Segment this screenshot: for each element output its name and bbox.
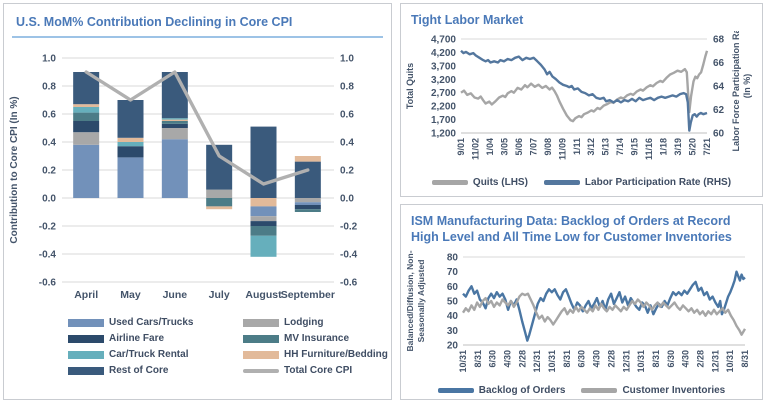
svg-text:Balanced/Diffusion, Non-: Balanced/Diffusion, Non- xyxy=(405,249,415,352)
svg-text:1,200: 1,200 xyxy=(430,128,456,140)
svg-text:Labor Force Participation Rate: Labor Force Participation Rate xyxy=(731,31,741,152)
svg-text:-0.6: -0.6 xyxy=(38,277,56,289)
svg-text:60: 60 xyxy=(446,281,458,293)
svg-text:-0.4: -0.4 xyxy=(38,249,56,261)
legend-item xyxy=(68,365,243,376)
legend-swatch xyxy=(68,351,104,359)
svg-text:2/28: 2/28 xyxy=(606,349,617,368)
legend-swatch xyxy=(432,180,468,185)
svg-text:10/31: 10/31 xyxy=(636,349,647,373)
legend-item xyxy=(581,385,725,396)
legend-item xyxy=(432,177,528,188)
svg-text:2,700: 2,700 xyxy=(430,88,456,100)
svg-text:62: 62 xyxy=(713,105,725,117)
svg-text:August: August xyxy=(245,289,282,302)
legend-label: Backlog of Orders xyxy=(478,384,566,396)
ism-legend xyxy=(401,384,762,396)
ism-chart-canvas xyxy=(401,249,762,379)
legend-label: Lodging xyxy=(284,317,324,329)
svg-text:4/30: 4/30 xyxy=(591,349,602,368)
labor-chart-title: Tight Labor Market xyxy=(411,13,524,27)
svg-text:6/30: 6/30 xyxy=(576,349,587,368)
legend-item xyxy=(243,333,388,344)
legend-label: Car/Truck Rental xyxy=(109,349,189,361)
legend-item xyxy=(68,349,243,360)
cpi-legend xyxy=(6,309,389,376)
svg-text:0.4: 0.4 xyxy=(42,137,56,149)
legend-item xyxy=(243,317,388,328)
legend-item xyxy=(243,365,388,376)
legend-swatch xyxy=(243,319,279,327)
legend-label: HH Furniture/Bedding xyxy=(284,349,388,361)
svg-text:1/04: 1/04 xyxy=(484,138,495,156)
svg-text:(In %): (In %) xyxy=(742,74,752,99)
svg-text:3/12: 3/12 xyxy=(586,138,597,156)
svg-text:3/19: 3/19 xyxy=(673,138,684,156)
svg-text:7/21: 7/21 xyxy=(702,138,712,156)
svg-text:4/30: 4/30 xyxy=(502,349,513,368)
svg-text:64: 64 xyxy=(713,81,725,93)
legend-swatch xyxy=(243,351,279,359)
svg-text:4,200: 4,200 xyxy=(430,48,456,60)
svg-text:1.0: 1.0 xyxy=(340,53,354,65)
legend-label: Total Core CPI xyxy=(284,365,353,377)
svg-text:Contribution to Core CPI (In %: Contribution to Core CPI (In %) xyxy=(9,96,20,244)
svg-text:0.8: 0.8 xyxy=(42,81,56,93)
ism-panel xyxy=(400,204,763,400)
svg-text:9/01: 9/01 xyxy=(456,138,466,156)
svg-text:11/09: 11/09 xyxy=(557,138,568,161)
legend-swatch xyxy=(544,180,580,185)
svg-text:Total Quits: Total Quits xyxy=(405,63,415,110)
legend-label: Airline Fare xyxy=(109,333,165,345)
svg-text:-0.2: -0.2 xyxy=(340,221,358,233)
svg-text:0.8: 0.8 xyxy=(340,81,354,93)
svg-text:5/13: 5/13 xyxy=(600,138,611,156)
svg-text:0.0: 0.0 xyxy=(340,193,354,205)
svg-text:-0.6: -0.6 xyxy=(340,277,358,289)
legend-swatch xyxy=(68,335,104,343)
svg-text:July: July xyxy=(208,289,230,302)
ism-chart-title: ISM Manufacturing Data: Backlog of Orders at Record High Level and All Time Low for Customer Inventories xyxy=(411,214,732,245)
svg-text:5/06: 5/06 xyxy=(513,138,524,156)
legend-label: Used Cars/Trucks xyxy=(109,317,194,329)
svg-text:0.4: 0.4 xyxy=(340,137,354,149)
legend-swatch xyxy=(581,388,617,393)
svg-text:0.2: 0.2 xyxy=(42,165,56,177)
svg-text:68: 68 xyxy=(713,34,725,46)
legend-item xyxy=(438,385,566,396)
svg-text:10/31: 10/31 xyxy=(547,349,558,373)
svg-text:8/31: 8/31 xyxy=(472,349,483,368)
svg-text:4,700: 4,700 xyxy=(430,34,456,46)
svg-text:2/28: 2/28 xyxy=(517,349,528,368)
svg-text:-0.4: -0.4 xyxy=(340,249,358,261)
svg-text:8/31: 8/31 xyxy=(740,349,750,368)
legend-swatch xyxy=(243,335,279,343)
legend-swatch xyxy=(68,319,104,327)
svg-text:80: 80 xyxy=(446,252,458,263)
svg-text:1/11: 1/11 xyxy=(571,138,582,156)
svg-text:0.6: 0.6 xyxy=(42,109,56,121)
svg-text:60: 60 xyxy=(713,128,725,140)
svg-text:20: 20 xyxy=(446,340,458,351)
svg-text:9/08: 9/08 xyxy=(542,138,553,156)
legend-label: Rest of Core xyxy=(109,365,169,377)
right-column xyxy=(400,3,763,400)
legend-label: Customer Inventories xyxy=(622,384,726,396)
svg-text:11/02: 11/02 xyxy=(470,138,481,161)
svg-text:40: 40 xyxy=(446,310,458,322)
legend-label: Quits (LHS) xyxy=(472,177,528,189)
svg-text:5/20: 5/20 xyxy=(687,138,698,156)
svg-text:9/15: 9/15 xyxy=(629,138,640,156)
svg-text:September: September xyxy=(280,289,335,302)
legend-label: Labor Participation Rate (RHS) xyxy=(584,177,732,189)
legend-item xyxy=(243,349,388,360)
svg-text:1,700: 1,700 xyxy=(430,115,456,127)
legend-item xyxy=(68,317,243,328)
svg-text:June: June xyxy=(162,289,188,302)
cpi-panel xyxy=(3,3,392,400)
legend-item xyxy=(544,177,731,188)
svg-text:11/16: 11/16 xyxy=(644,138,655,161)
svg-text:3,200: 3,200 xyxy=(430,75,456,87)
svg-text:Seasonally Adjusted: Seasonally Adjusted xyxy=(416,259,426,342)
svg-text:12/31: 12/31 xyxy=(621,349,632,373)
svg-text:8/31: 8/31 xyxy=(561,349,572,368)
svg-text:7/14: 7/14 xyxy=(615,138,626,156)
svg-text:6/30: 6/30 xyxy=(665,349,676,368)
svg-text:-0.2: -0.2 xyxy=(38,221,56,233)
svg-text:May: May xyxy=(120,289,141,302)
svg-text:2,200: 2,200 xyxy=(430,101,456,113)
svg-text:6/30: 6/30 xyxy=(487,349,498,368)
svg-text:7/07: 7/07 xyxy=(528,138,539,156)
svg-text:3,700: 3,700 xyxy=(430,61,456,73)
svg-text:1/18: 1/18 xyxy=(658,138,669,156)
svg-text:1.0: 1.0 xyxy=(42,53,56,65)
cpi-chart-canvas xyxy=(6,42,390,304)
cpi-chart-title: U.S. MoM% Contribution Declining in Core CPI xyxy=(12,10,383,38)
svg-text:50: 50 xyxy=(446,296,458,307)
svg-text:8/31: 8/31 xyxy=(650,349,661,368)
svg-text:4/30: 4/30 xyxy=(680,349,691,368)
svg-text:0.6: 0.6 xyxy=(340,109,354,121)
svg-text:10/31: 10/31 xyxy=(458,349,468,373)
svg-text:10/31: 10/31 xyxy=(725,349,736,373)
svg-text:0.0: 0.0 xyxy=(42,193,56,205)
svg-text:3/05: 3/05 xyxy=(499,138,510,156)
labor-chart-canvas xyxy=(401,31,762,171)
legend-item xyxy=(68,333,243,344)
legend-label: MV Insurance xyxy=(284,333,350,345)
svg-text:12/31: 12/31 xyxy=(710,349,721,373)
svg-text:12/31: 12/31 xyxy=(532,349,543,373)
legend-swatch xyxy=(438,388,474,393)
svg-text:66: 66 xyxy=(713,58,725,70)
svg-text:April: April xyxy=(74,289,99,302)
legend-swatch xyxy=(68,367,104,375)
labor-legend xyxy=(401,176,762,188)
svg-text:2/28: 2/28 xyxy=(695,349,706,368)
legend-swatch xyxy=(243,369,279,373)
labor-panel xyxy=(400,3,763,197)
svg-text:30: 30 xyxy=(446,325,458,337)
svg-text:70: 70 xyxy=(446,266,458,278)
svg-text:0.2: 0.2 xyxy=(340,165,354,177)
